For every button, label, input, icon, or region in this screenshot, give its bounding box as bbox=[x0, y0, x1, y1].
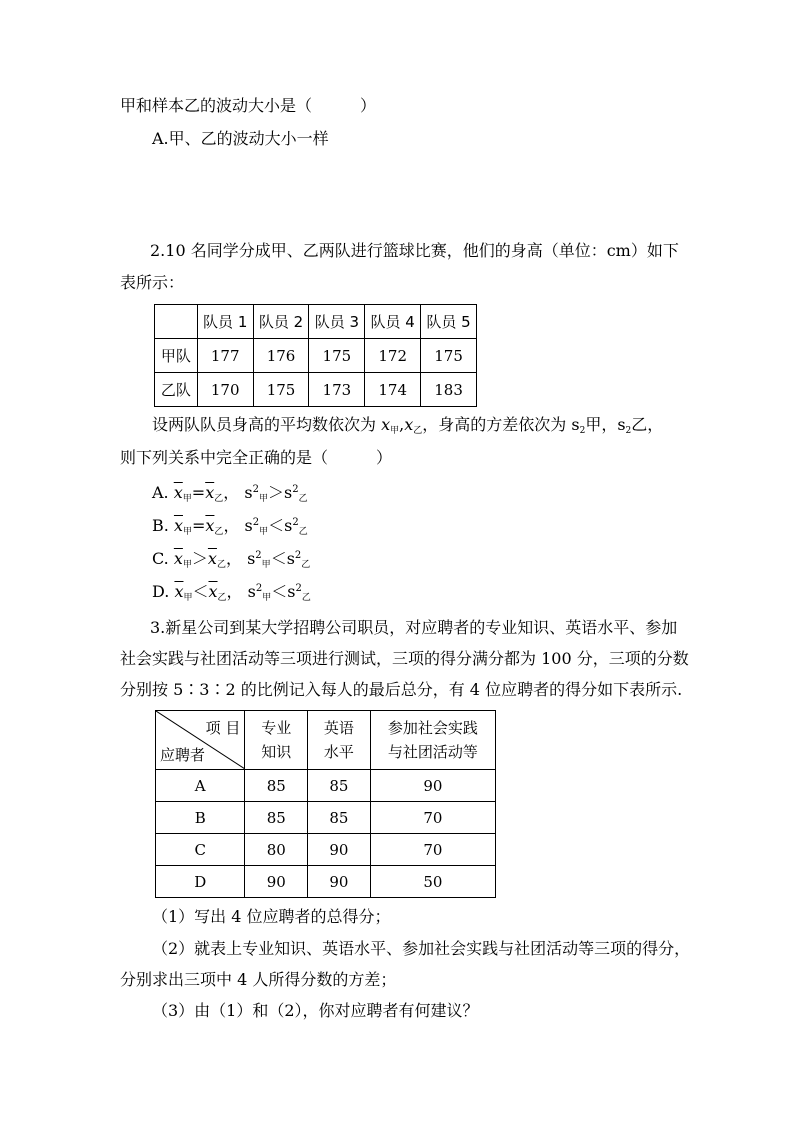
subscript: 乙 bbox=[216, 560, 226, 570]
subscript: 2 bbox=[579, 426, 586, 436]
table-row bbox=[156, 866, 496, 898]
x-bar: $\overline{x}$ bbox=[207, 549, 217, 568]
table-cell bbox=[155, 305, 198, 339]
q3-sub-2b: 分别求出三项中 4 人所得分数的方差； bbox=[120, 970, 397, 989]
corner-top-label: 项 目 bbox=[205, 719, 241, 737]
s-var: s bbox=[286, 549, 295, 568]
corner-bottom-label: 应聘者 bbox=[160, 746, 206, 764]
q2-option-c bbox=[152, 545, 310, 576]
subscript: 乙 bbox=[217, 593, 227, 603]
superscript: 2 bbox=[252, 484, 259, 495]
q3-text-3: 分别按 5∶3∶2 的比例记入每人的最后总分，有 4 位应聘者的得分如下表所示. bbox=[120, 680, 683, 699]
x-bar: $\overline{x}$ bbox=[173, 516, 183, 535]
text-span: ， bbox=[225, 549, 242, 568]
superscript: 2 bbox=[252, 517, 260, 528]
table-cell: 80 bbox=[245, 834, 308, 866]
table-cell: D bbox=[156, 866, 245, 898]
s-var: s bbox=[284, 516, 293, 535]
subscript: 2 bbox=[625, 426, 632, 436]
subscript: 甲 bbox=[182, 560, 192, 570]
text-span: 乙， bbox=[631, 415, 664, 434]
table-cell: 175 bbox=[421, 339, 477, 373]
table-row bbox=[155, 339, 477, 373]
x-var: x bbox=[381, 415, 391, 434]
table-row bbox=[155, 373, 477, 407]
subscript: 甲 bbox=[183, 593, 193, 603]
table-cell: 队员 4 bbox=[365, 305, 421, 339]
q2-option-b bbox=[152, 512, 308, 543]
table-cell: 183 bbox=[421, 373, 477, 407]
subscript: 乙 bbox=[298, 527, 308, 537]
table-cell: C bbox=[156, 834, 245, 866]
table-cell: 170 bbox=[197, 373, 253, 407]
table-cell: 177 bbox=[197, 339, 253, 373]
relation: ＞ bbox=[267, 483, 284, 502]
q3-sub-3: （3）由（1）和（2），你对应聘者有何建议？ bbox=[152, 1001, 479, 1020]
table-cell: 174 bbox=[365, 373, 421, 407]
x-bar: $\overline{x}$ bbox=[205, 483, 215, 502]
s-var: s bbox=[283, 483, 293, 502]
relation: ＞ bbox=[191, 549, 208, 568]
table-header: 英语 水平 bbox=[308, 711, 371, 770]
table-row bbox=[156, 770, 496, 802]
q2-text-2: 表所示： bbox=[120, 273, 185, 292]
table-cell: 90 bbox=[245, 866, 308, 898]
applicant-table bbox=[155, 710, 496, 898]
table-cell: 队员 5 bbox=[421, 305, 477, 339]
q2-option-d bbox=[152, 578, 311, 609]
superscript: 2 bbox=[294, 550, 302, 561]
q3-text-2: 社会实践与社团活动等三项进行测试，三项的得分满分都为 100 分，三项的分数 bbox=[120, 649, 689, 668]
subscript: 乙 bbox=[301, 560, 311, 570]
subscript: 甲 bbox=[390, 426, 400, 436]
text-span: ， bbox=[223, 483, 240, 502]
relation: = bbox=[191, 516, 206, 535]
q1-option-a: A.甲、乙的波动大小一样 bbox=[152, 129, 329, 148]
text-span: , bbox=[399, 415, 405, 434]
subscript: 甲 bbox=[258, 494, 268, 504]
subscript: 乙 bbox=[301, 593, 311, 603]
table-cell: 176 bbox=[253, 339, 309, 373]
s-var: s bbox=[247, 549, 256, 568]
q3-sub-1: （1）写出 4 位应聘者的总得分； bbox=[152, 907, 391, 926]
table-row bbox=[156, 802, 496, 834]
option-label: D. bbox=[152, 582, 170, 601]
s-var: s bbox=[287, 582, 296, 601]
table-cell: 90 bbox=[370, 770, 495, 802]
q2-option-a bbox=[152, 479, 308, 510]
table-cell: 队员 3 bbox=[309, 305, 365, 339]
table-cell: 175 bbox=[309, 339, 365, 373]
table-cell: 85 bbox=[308, 802, 371, 834]
table-cell: 173 bbox=[309, 373, 365, 407]
subscript: 甲 bbox=[261, 560, 271, 570]
q3-sub-2a: （2）就表上专业知识、英语水平、参加社会实践与社团活动等三项的得分， bbox=[152, 939, 691, 958]
subscript: 乙 bbox=[214, 494, 224, 504]
table-cell: A bbox=[156, 770, 245, 802]
table-cell: 70 bbox=[370, 802, 495, 834]
q2-text-4: 则下列关系中完全正确的是（ ） bbox=[120, 448, 393, 467]
x-bar: $\overline{x}$ bbox=[208, 582, 218, 601]
text-span: ，身高的方差依次为 s bbox=[422, 415, 580, 434]
subscript: 甲 bbox=[262, 593, 272, 603]
option-label: C. bbox=[152, 549, 169, 568]
table-row bbox=[155, 305, 477, 339]
superscript: 2 bbox=[295, 583, 302, 594]
option-label: B. bbox=[152, 516, 169, 535]
s-var: s bbox=[247, 582, 256, 601]
q2-text-1: 2.10 名同学分成甲、乙两队进行篮球比赛，他们的身高（单位：cm）如下 bbox=[150, 241, 679, 260]
x-var: x bbox=[404, 415, 414, 434]
x-bar: $\overline{x}$ bbox=[174, 582, 184, 601]
table-cell: 50 bbox=[370, 866, 495, 898]
corner-cell bbox=[156, 711, 245, 770]
subscript: 乙 bbox=[413, 426, 423, 436]
table-header: 专业 知识 bbox=[245, 711, 308, 770]
table-cell: 175 bbox=[253, 373, 309, 407]
text-span: 设两队队员身高的平均数依次为 bbox=[152, 415, 382, 434]
table-cell: 90 bbox=[308, 866, 371, 898]
relation: ＜ bbox=[268, 516, 285, 535]
relation: ＜ bbox=[271, 582, 288, 601]
table-cell: 85 bbox=[308, 770, 371, 802]
x-bar: $\overline{x}$ bbox=[173, 549, 183, 568]
q3-text-1: 3.新星公司到某大学招聘公司职员，对应聘者的专业知识、英语水平、参加 bbox=[150, 618, 678, 637]
x-bar: $\overline{x}$ bbox=[173, 483, 183, 502]
table-cell: 85 bbox=[245, 802, 308, 834]
relation: = bbox=[191, 483, 206, 502]
superscript: 2 bbox=[255, 583, 263, 594]
superscript: 2 bbox=[292, 517, 299, 528]
table-cell: 172 bbox=[365, 339, 421, 373]
q2-text-3 bbox=[152, 414, 663, 442]
subscript: 乙 bbox=[298, 494, 308, 504]
table-cell: 甲队 bbox=[155, 339, 198, 373]
table-cell: 70 bbox=[370, 834, 495, 866]
relation: ＜ bbox=[192, 582, 209, 601]
table-cell: 队员 2 bbox=[253, 305, 309, 339]
table-header: 参加社会实践 与社团活动等 bbox=[370, 711, 495, 770]
table-row bbox=[156, 711, 496, 770]
option-label: A. bbox=[152, 483, 169, 502]
height-table bbox=[154, 304, 477, 407]
table-cell: 队员 1 bbox=[197, 305, 253, 339]
text-span: ， bbox=[226, 582, 243, 601]
subscript: 乙 bbox=[214, 527, 224, 537]
q1-end-text: 甲和样本乙的波动大小是（ ） bbox=[120, 96, 377, 115]
s-var: s bbox=[244, 483, 253, 502]
text-span: ， bbox=[223, 516, 240, 535]
subscript: 甲 bbox=[182, 527, 192, 537]
table-cell: 90 bbox=[308, 834, 371, 866]
subscript: 甲 bbox=[182, 494, 192, 504]
x-bar: $\overline{x}$ bbox=[205, 516, 215, 535]
table-cell: 85 bbox=[245, 770, 308, 802]
table-cell: 乙队 bbox=[155, 373, 198, 407]
text-span: 甲，s bbox=[585, 415, 626, 434]
relation: ＜ bbox=[270, 549, 287, 568]
table-cell: B bbox=[156, 802, 245, 834]
superscript: 2 bbox=[255, 550, 262, 561]
s-var: s bbox=[244, 516, 253, 535]
table-row bbox=[156, 834, 496, 866]
subscript: 甲 bbox=[259, 527, 269, 537]
superscript: 2 bbox=[292, 484, 299, 495]
